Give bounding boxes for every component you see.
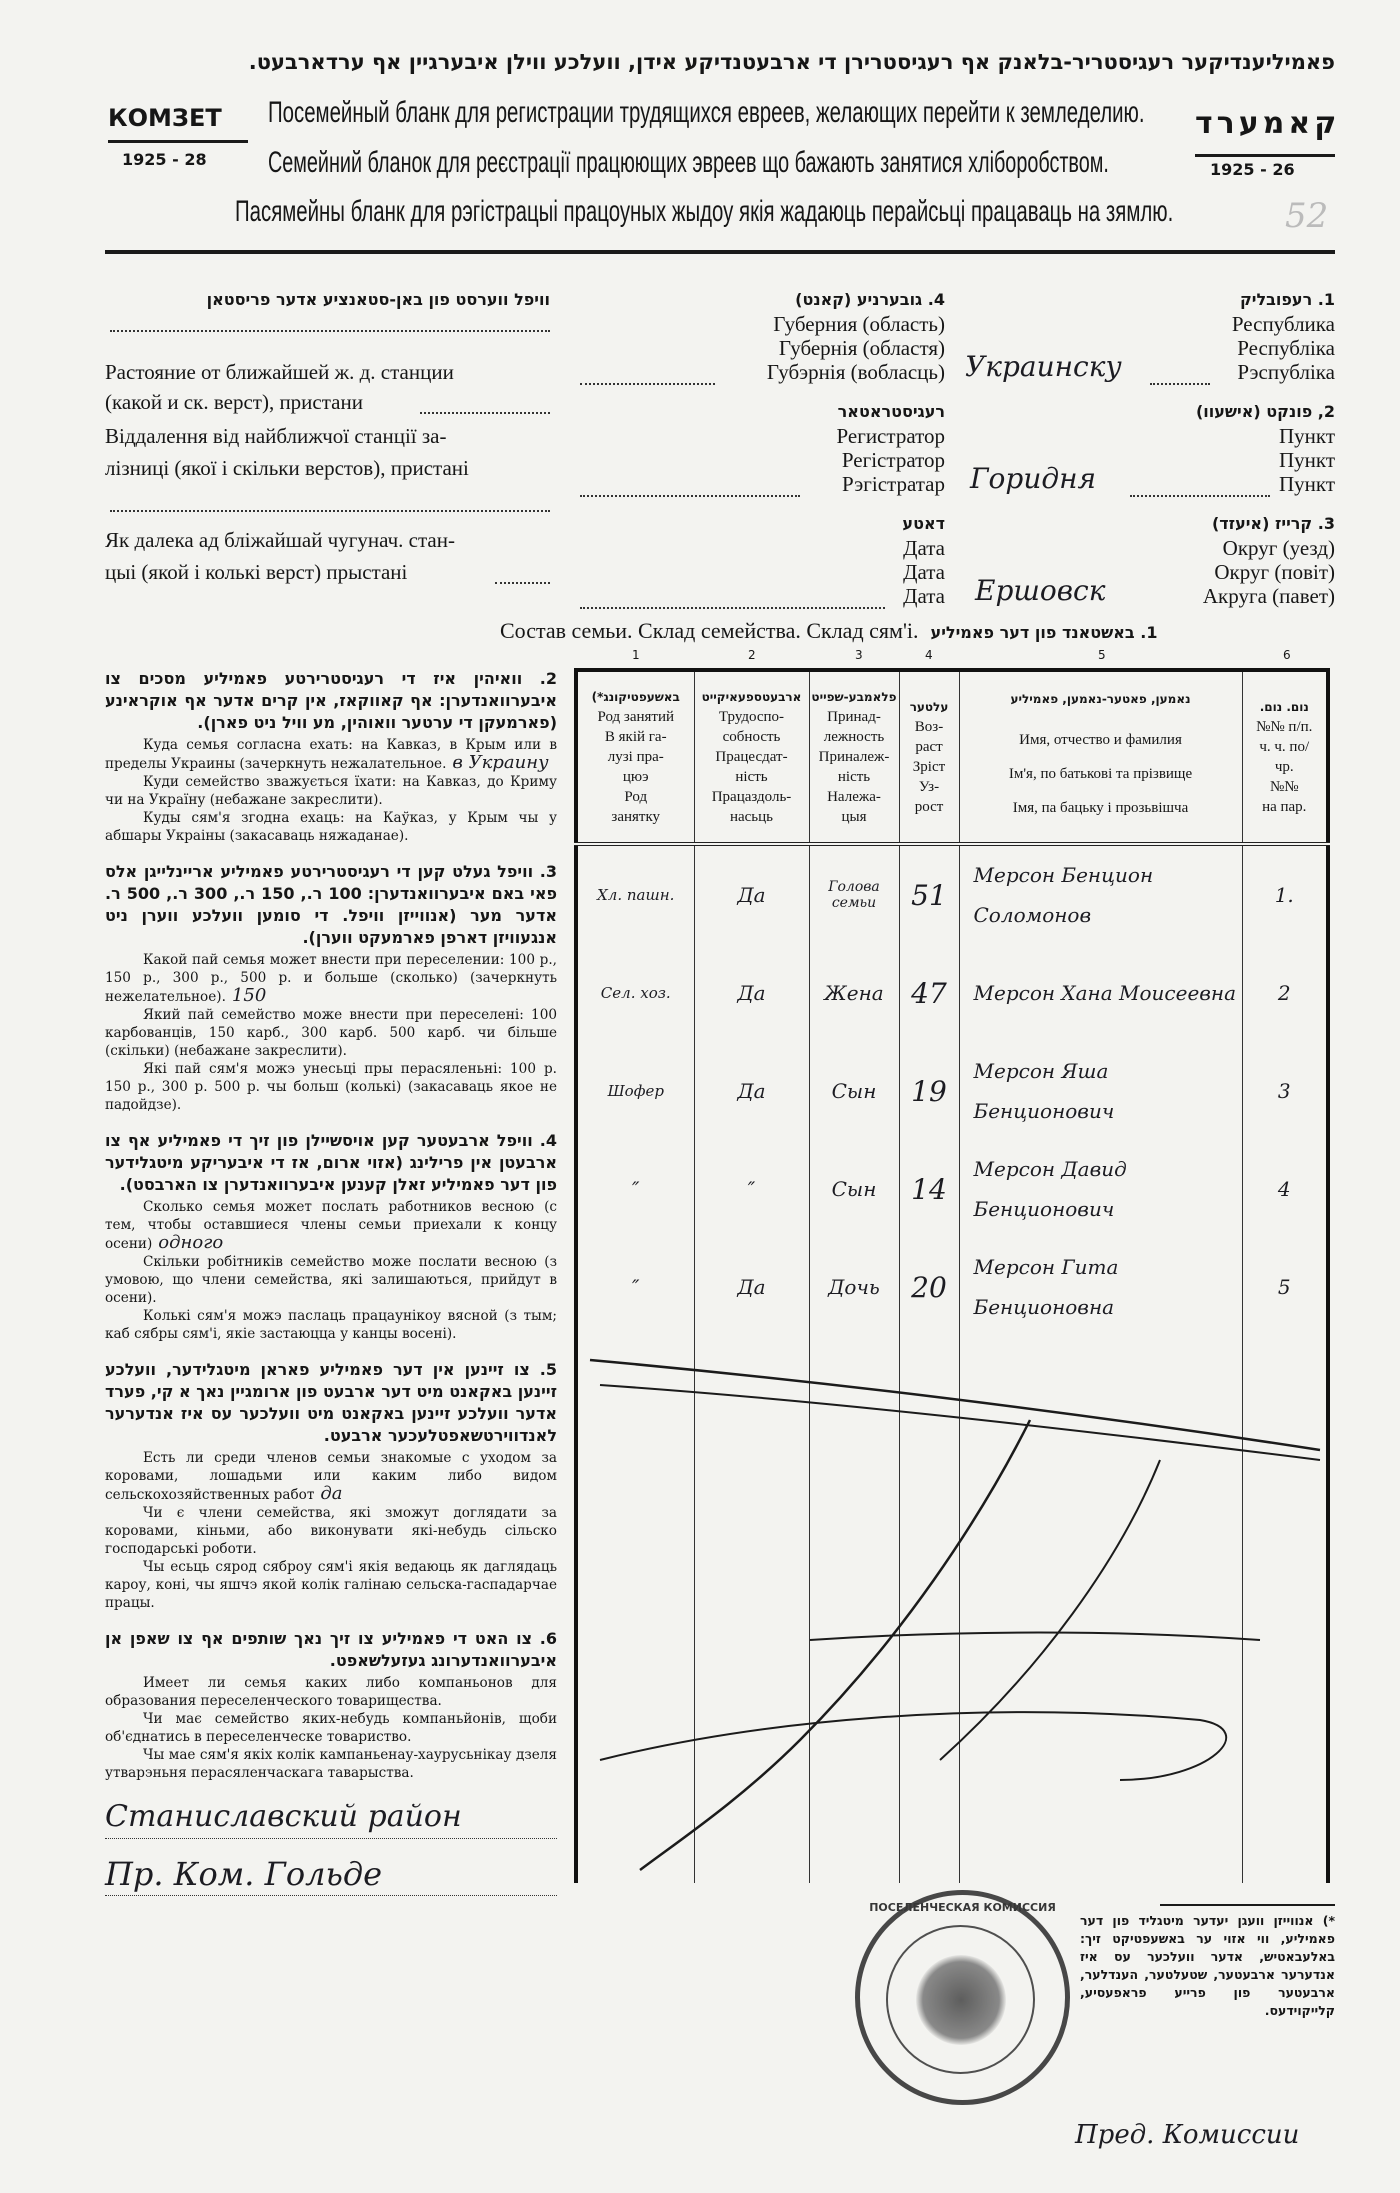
republic-line — [1150, 383, 1210, 385]
cell-occupation: Сел. хоз. — [576, 944, 694, 1042]
official-signature: Пр. Ком. Гольде — [105, 1855, 557, 1896]
cell-name: Мерсон Гита Бенционовна — [959, 1238, 1242, 1336]
distance-yiddish: וויפל ווערסט פון באן-סטאנציע אדער פריסטאן — [206, 290, 550, 309]
republic-uk: Республіка — [1237, 336, 1335, 360]
column-header-text: Воз- раст Зріст Уз- рост — [912, 719, 946, 815]
distance-ru-1: Растояние от ближайшей ж. д. станции — [105, 360, 454, 384]
yiddish-title: פאמיליענדיקער רעגיסטריר-בלאנק אף רעגיסטרירן די ארבעטנדיקע אידן, וועלכע ווילן איבערגיין אף ערדארבעט. — [248, 50, 1335, 74]
family-title — [500, 618, 1157, 647]
question-uk: Чи є члени семейства, які зможут доглядати за коровами, кіньми, або виконувати які-небудь сільско господарські роботи. — [105, 1505, 557, 1557]
cell-ability: Да — [694, 1042, 809, 1140]
cell-relation: Жена — [809, 944, 899, 1042]
table-row — [576, 1140, 1328, 1238]
column-header-yiddish: נום. נום. — [1259, 700, 1309, 714]
cell-age: 19 — [899, 1042, 959, 1140]
cell-age: 14 — [899, 1140, 959, 1238]
okrug-value: Ершовск — [975, 574, 1106, 607]
header-rule — [105, 250, 1335, 254]
divider — [1195, 154, 1335, 157]
table-row — [576, 1238, 1328, 1336]
column-header-relation — [809, 670, 899, 844]
column-header-occupation — [576, 670, 694, 844]
question-uk: Чи має семейство яких-небудь компаньйонів, щоби об'єднатись в переселенческе товариство. — [105, 1711, 557, 1745]
official-stamp — [855, 1890, 1070, 2105]
republic-ru: Республика — [1231, 312, 1335, 336]
column-number: 5 — [1098, 648, 1106, 662]
column-header-text: Принад- лежность Приналеж- ність Належа- цыя — [818, 709, 890, 825]
column-number: 1 — [632, 648, 640, 662]
cell-ability: Да — [694, 944, 809, 1042]
question-yiddish: 6. צו האט די פאמיליע צו זיך נאך שותפים אף צו שאפן אן איבערוואנדערונג געזעלשאפט. — [105, 1629, 557, 1670]
column-header-number — [1242, 670, 1328, 844]
question-yiddish: 4. וויפל ארבעטער קען אויסשיילן פון זיך די פאמיליע אף צו ארבעטן אין פרילינג (אזוי ארום, אז די איבעריקע מיטגלידער פון דער פאמיליע זאלן קענען איבערוואנדערן צו הארבסט). — [105, 1131, 557, 1194]
family-title-yiddish: 1. באשטאנד פון דער פאמיליע — [930, 623, 1158, 642]
table-row — [576, 1042, 1328, 1140]
question-be: Колькі сям'я можэ паслаць працаунікоу вясной (з тым; каб сябры сям'і, якіе застаюцца у канцы восені). — [105, 1308, 557, 1342]
date-yiddish: דאטע — [902, 514, 945, 533]
distance-be-2: цыі (якой і колькі верст) прыстані — [105, 560, 408, 584]
divider — [108, 140, 248, 143]
cell-name: Мерсон Бенцион Соломонов — [959, 844, 1242, 944]
russian-title-text: Посемейный бланк для регистрации трудящихся евреев, желающих перейти к земледелию. — [268, 96, 1145, 129]
column-header-name — [959, 670, 1242, 844]
column-header-yiddish: ארבעטספעאיקייט — [701, 690, 802, 704]
column-header-text: Имя, отчество и фамилия Ім'я, по батькові та прізвище Імя, па бацьку і прозьвішча — [1008, 732, 1193, 816]
column-header-yiddish: באשעפטיקונג*) — [591, 690, 680, 704]
belarusian-title — [235, 195, 1400, 229]
distance-be-1: Як далека ад бліжайшай чугунач. стан- — [105, 528, 455, 552]
question-yiddish: 2. וואיהין איז די רעגיסטרירטע פאמיליע מסכים צו איבערוואנדערן: אף קאווקאז, אין קרים אדער אף אוקראינע (פארמעקן די ערטער וואוהין, מע וויל ניט פארן). — [105, 669, 557, 732]
cell-occupation: ″ — [576, 1140, 694, 1238]
cell-age: 20 — [899, 1238, 959, 1336]
right-org-label: קאמערד — [1195, 106, 1341, 141]
column-header-yiddish: פלאמבע-שפייט — [811, 690, 897, 704]
table-row — [576, 944, 1328, 1042]
stamp-signature: Пред. Комиссии — [1075, 2120, 1300, 2150]
question-uk: Скільки робітників семейство може послати весною (з умовою, що члени семейства, які залишаються, прийдут в осени). — [105, 1254, 557, 1306]
question-ru-text: Какой пай семья может внести при переселении: 100 р., 150 р., 300 р., 500 р. и больше (сколько) (зачеркнуть нежелательное). — [105, 952, 557, 1005]
republic-value: Украинску — [965, 350, 1122, 383]
question-be: Куды сям'я згодна ехаць: на Каўказ, у Крым чы у абшары Украіны (закасаваць няжаданае). — [105, 810, 557, 844]
registrar-yiddish: רעגיסטראטאר — [837, 402, 945, 421]
cell-number: 5 — [1242, 1238, 1328, 1336]
cell-relation: Дочь — [809, 1238, 899, 1336]
question-be: Чы есьць сярод сяброу сям'і якія ведаюць як даглядаць кароу, коні, чы яшчэ якой колік галінаю сельска-гаспадарчае працы. — [105, 1559, 557, 1611]
date-uk: Дата — [903, 560, 945, 584]
table-row — [576, 844, 1328, 944]
punkt-uk: Пункт — [1278, 448, 1335, 472]
cell-name: Мерсон Хана Моисеевна — [959, 944, 1242, 1042]
republic-yiddish: 1. רעפובליק — [1239, 290, 1335, 309]
cell-ability: Да — [694, 1238, 809, 1336]
column-number: 6 — [1283, 648, 1291, 662]
left-years: 1925 - 28 — [122, 150, 207, 169]
registrar-ru: Регистратор — [836, 424, 945, 448]
cell-name: Мерсон Давид Бенционович — [959, 1140, 1242, 1238]
question-ru-text: Куда семья согласна ехать: на Кавказ, в Крым или в пределы Украины (зачеркнуть нежалательное. — [105, 737, 557, 772]
question-2 — [105, 668, 557, 845]
column-header-ability — [694, 670, 809, 844]
column-header-text: Трудоспо- собность Працесдат- ність Працаздоль- насьць — [711, 709, 792, 825]
column-header-age — [899, 670, 959, 844]
question-uk: Який пай семейство може внести при переселені: 100 карбованців, 150 карб., 300 карб. 500 карб. чи більше (скільки) (небажане закреслити). — [105, 1007, 557, 1059]
question-yiddish: 5. צו זיינען אין דער פאמיליע פאראן מיטגלידער, וועלכע זיינען באקאנט מיט דער ארבעט פון ארומגיין נאך א קי, פערד אדער וועלכע זיינען באקאנט מיט וועלכער עס איז אנדערער לאנדווירטשאפטלעכער ארבעט. — [105, 1360, 557, 1445]
right-years: 1925 - 26 — [1210, 160, 1295, 179]
cell-number: 4 — [1242, 1140, 1328, 1238]
district-signature: Станиславский район — [105, 1798, 557, 1839]
cell-number: 3 — [1242, 1042, 1328, 1140]
distance-uk-1: Віддалення від найближчої станції за- — [105, 424, 447, 448]
gubernia-yiddish: 4. גובערניע (קאנט) — [795, 290, 945, 309]
question-be: Які пай сям'я можэ унесьці пры перасяленьні: 100 р. 150 р., 300 р. 500 р. чы больш (колькі) (закасаваць якое не падойдзе). — [105, 1061, 557, 1113]
question-6 — [105, 1628, 557, 1782]
ukrainian-title-text: Семейний бланок для реєстрації працюющих эвреев що бажають занятися хліборобством. — [268, 146, 1109, 179]
registrar-uk: Регістратор — [841, 448, 945, 472]
question-uk: Куди семейство зважується їхати: на Кавказ, до Криму чи на Україну (небажане закреслити). — [105, 774, 557, 808]
okrug-ru: Округ (уезд) — [1222, 536, 1335, 560]
gubernia-ru: Губерния (область) — [773, 312, 945, 336]
gubernia-line — [580, 383, 715, 385]
cell-relation: Сын — [809, 1140, 899, 1238]
okrug-yiddish: 3. קרייז (איעזד) — [1211, 514, 1335, 533]
column-number: 4 — [925, 648, 933, 662]
column-number: 2 — [748, 648, 756, 662]
answer-workers: одного — [158, 1232, 224, 1253]
question-yiddish: 3. וויפל געלט קען די רעגיסטרירטע פאמיליע אריינלייגן אלס פאי באם איבערוואנדערן: 100 ר., 150 ר., 300 ר., 500 ר. אדער מער (אנווייזן וויפל. די סומען וועלכע ווערן ניט אנגעוויזן דארפן פארמעקט ווערן). — [105, 862, 558, 947]
table-header-row — [576, 670, 1328, 844]
left-org-label: КОМЗЕТ — [108, 104, 222, 132]
registrar-line — [580, 495, 800, 497]
cell-age: 51 — [899, 844, 959, 944]
okrug-uk: Округ (повіт) — [1214, 560, 1335, 584]
question-ru — [105, 1198, 557, 1253]
belarusian-title-text: Пасямейны бланк для рэгістрацыі працоуных жыдоу якія жадаюць перайсьці працаваць на зямлю. — [235, 195, 1174, 228]
cell-relation: Сын — [809, 1042, 899, 1140]
question-ru-text: Сколько семья может послать работников весною (с тем, чтобы оставшиеся члены семьи приехали к концу осени) — [105, 1199, 557, 1252]
cell-ability: ″ — [694, 1140, 809, 1238]
punkt-ru: Пункт — [1278, 424, 1335, 448]
punkt-line — [1130, 495, 1270, 497]
cell-occupation: ″ — [576, 1238, 694, 1336]
question-ru — [105, 951, 557, 1006]
question-5 — [105, 1359, 557, 1612]
distance-ru-line — [420, 412, 550, 414]
gubernia-uk: Губернія (областя) — [778, 336, 945, 360]
distance-uk-line — [110, 510, 550, 512]
distance-ru-2: (какой и ск. верст), пристани — [105, 390, 363, 414]
punkt-value: Горидня — [970, 462, 1097, 495]
footnote: *) אנווייזן וועגן יעדער מיטגליד פון דער פאמיליע, ווי אזוי ער באשעפטיקט זיך: באלעבאטיש, אדער וועלכער עס איז אנדערער ארבעטער, שטעלטער, הענדלער, ארבעטער פון פרייע פראפעסיע, קלייקוידעס. — [1080, 1913, 1335, 2018]
stamp-text: ПОСЕЛЕНЧЕСКАЯ КОМИССИЯ — [869, 1901, 1056, 1914]
answer-destination: в Украину — [452, 752, 549, 773]
question-ru — [105, 1449, 557, 1504]
republic-be: Рэспубліка — [1237, 360, 1335, 384]
registrar-be: Рэгістратар — [842, 472, 945, 496]
question-be: Чы мае сям'я якіх колік кампаньенау-хаурусьнікау дзеля утварэньня перасяленчаскага таварыства. — [105, 1747, 557, 1781]
questions-column — [105, 668, 557, 1896]
question-ru — [105, 736, 557, 773]
punkt-be: Пункт — [1278, 472, 1335, 496]
column-number: 3 — [855, 648, 863, 662]
question-3 — [105, 861, 557, 1114]
distance-uk-2: лізниці (якої і скільки верстов), пристані — [105, 456, 469, 480]
question-ru-text: Есть ли среди членов семьи знакомые с уходом за коровами, лошадьми или каким либо видом сельскохозяйственных работ — [105, 1450, 557, 1503]
footnote-rule — [1160, 1904, 1335, 1906]
cell-age: 47 — [899, 944, 959, 1042]
cell-number: 2 — [1242, 944, 1328, 1042]
column-header-yiddish: עלטער — [909, 700, 949, 714]
question-ru: Имеет ли семья каких либо компаньонов для образования переселенческого товарищества. — [105, 1675, 557, 1709]
distance-line — [110, 330, 550, 332]
answer-farming: да — [320, 1483, 343, 1504]
family-title-text: Состав семьи. Склад семейства. Склад сям'і. — [500, 618, 919, 643]
distance-be-line — [495, 582, 550, 584]
okrug-be: Акруга (павет) — [1202, 584, 1335, 608]
date-line — [580, 607, 885, 609]
cell-number: 1. — [1242, 844, 1328, 944]
date-be: Дата — [903, 584, 945, 608]
pencil-number: 52 — [1285, 196, 1329, 236]
question-4 — [105, 1130, 557, 1343]
column-header-yiddish: נאמען, פאטער-נאמען, פאמיליע — [1010, 692, 1191, 706]
cell-ability: Да — [694, 844, 809, 944]
date-ru: Дата — [903, 536, 945, 560]
cell-occupation: Хл. пашн. — [576, 844, 694, 944]
gubernia-be: Губэрнія (вобласць) — [766, 360, 945, 384]
answer-share: 150 — [231, 985, 267, 1006]
cell-occupation: Шофер — [576, 1042, 694, 1140]
cell-name: Мерсон Яша Бенционович — [959, 1042, 1242, 1140]
column-header-text: Род занятий В якій га- лузі пра- цюэ Род занятку — [597, 709, 675, 825]
column-header-text: №№ п/п. ч. ч. по/ чр. №№ на пар. — [1256, 719, 1313, 815]
cell-relation: Голова семьи — [809, 844, 899, 944]
punkt-yiddish: 2, פונקט (אישעוו) — [1195, 402, 1335, 421]
cross-out-strokes — [560, 1340, 1340, 1880]
